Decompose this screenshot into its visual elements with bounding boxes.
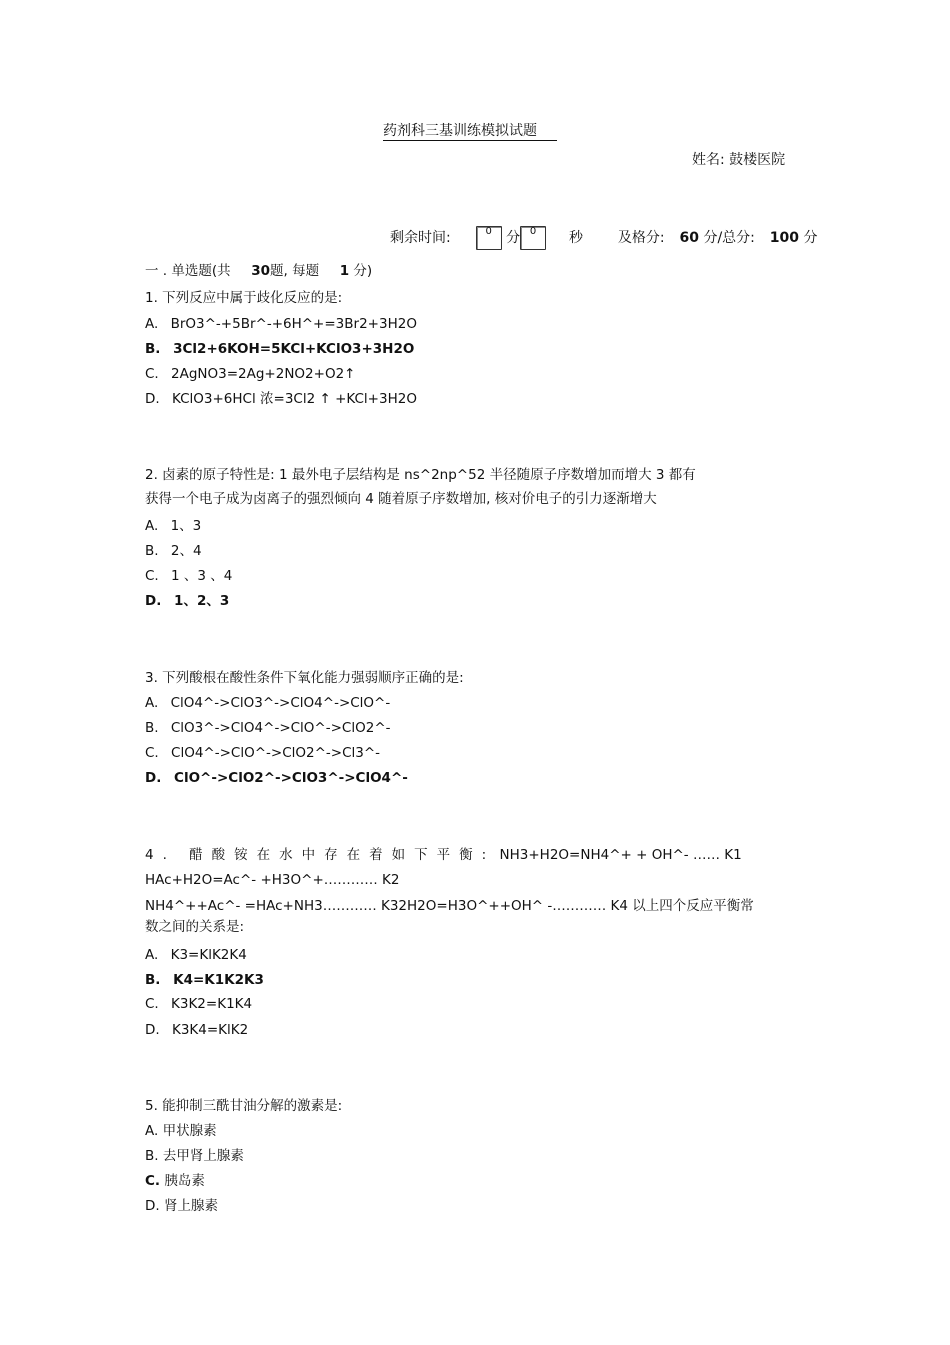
- section-header: [145, 261, 372, 281]
- pass-label: 及格分:: [617, 230, 665, 246]
- option-letter: B.: [145, 341, 161, 357]
- option-letter: B.: [145, 720, 159, 736]
- option-text: K3K2=K1K4: [171, 996, 253, 1012]
- option-text: 2AgNO3=2Ag+2NO2+O2↑: [171, 366, 356, 382]
- option-text: ClO4^->ClO^->ClO2^->Cl3^-: [171, 745, 381, 761]
- seconds-unit: 秒: [568, 230, 583, 246]
- name-value: 鼓楼医院: [729, 152, 786, 168]
- option-letter: C.: [145, 996, 159, 1012]
- section-suffix: 分): [353, 263, 373, 279]
- option-letter: A.: [145, 947, 159, 963]
- timer-bar: [390, 226, 817, 250]
- question-4-stem-line1: [145, 845, 742, 865]
- q2-option-b[interactable]: [145, 541, 202, 561]
- option-letter: D.: [145, 391, 160, 407]
- q4-option-c[interactable]: [145, 994, 252, 1014]
- option-text: 肾上腺素: [163, 1198, 218, 1214]
- option-text: ClO4^->ClO3^->ClO4^->ClO^-: [170, 695, 391, 711]
- q4-option-d[interactable]: [145, 1020, 248, 1040]
- option-letter: D.: [145, 770, 162, 786]
- option-letter: C.: [145, 366, 159, 382]
- option-letter: B.: [145, 972, 161, 988]
- option-text: K3=KlK2K4: [170, 947, 247, 963]
- option-text: 甲状腺素: [162, 1123, 217, 1139]
- q3-option-d[interactable]: [145, 768, 408, 788]
- option-text: 胰岛素: [164, 1173, 205, 1189]
- question-1-stem: 1. 下列反应中属于歧化反应的是:: [145, 290, 343, 306]
- q5-option-a[interactable]: [145, 1121, 217, 1141]
- section-points: 1: [339, 263, 350, 279]
- q4-option-b[interactable]: [145, 970, 264, 990]
- q4-option-a[interactable]: [145, 945, 247, 965]
- section-mid: 题, 每题: [270, 263, 320, 279]
- q1-option-d[interactable]: [145, 389, 417, 409]
- question-4-stem-intro: 4. 醋酸铵在水中存在着如下平衡:: [145, 847, 496, 863]
- total-value: 100: [769, 230, 800, 246]
- minutes-unit: 分: [506, 230, 521, 246]
- q5-option-b[interactable]: [145, 1146, 244, 1166]
- name-line: [692, 150, 785, 170]
- q1-option-b[interactable]: [145, 339, 414, 359]
- option-text: 3Cl2+6KOH=5KCl+KClO3+3H2O: [173, 341, 415, 357]
- option-text: ClO3^->ClO4^->ClO^->ClO2^-: [170, 720, 391, 736]
- option-letter: D.: [145, 1022, 160, 1038]
- name-label: 姓名:: [692, 152, 725, 168]
- q5-option-d[interactable]: [145, 1196, 218, 1216]
- pass-value: 60: [679, 230, 699, 246]
- option-text: 1 、3 、4: [171, 568, 233, 584]
- option-letter: A.: [145, 1123, 159, 1139]
- option-letter: B.: [145, 1148, 159, 1164]
- option-text: 1、2、3: [174, 593, 230, 609]
- seconds-box[interactable]: 0: [520, 226, 546, 250]
- option-letter: C.: [145, 568, 159, 584]
- q3-option-a[interactable]: [145, 693, 390, 713]
- option-letter: B.: [145, 543, 159, 559]
- option-text: K3K4=KlK2: [171, 1022, 249, 1038]
- option-letter: A.: [145, 518, 159, 534]
- total-unit: 分: [803, 230, 818, 246]
- q1-option-c[interactable]: [145, 364, 355, 384]
- option-text: KClO3+6HCl 浓=3Cl2 ↑ +KCl+3H2O: [171, 391, 417, 407]
- question-4-stem-line2: HAc+H2O=Ac^- +H3O^+………… K2: [145, 872, 400, 888]
- option-letter: D.: [145, 593, 162, 609]
- q3-option-c[interactable]: [145, 743, 380, 763]
- minutes-box[interactable]: 0: [476, 226, 502, 250]
- question-5-stem: 5. 能抑制三酰甘油分解的激素是:: [145, 1098, 343, 1114]
- question-4-stem-line4: 数之间的关系是:: [145, 919, 245, 935]
- q5-option-c[interactable]: [145, 1171, 205, 1191]
- option-text: 去甲肾上腺素: [162, 1148, 244, 1164]
- q1-option-a[interactable]: [145, 314, 417, 334]
- question-4-stem-line3: NH4^++Ac^- =HAc+NH3………… K32H2O=H3O^++OH^ -………… K4 以上四个反应平衡常: [145, 898, 754, 914]
- question-3-stem: 3. 下列酸根在酸性条件下氧化能力强弱顺序正确的是:: [145, 670, 464, 686]
- section-count: 30: [251, 263, 271, 279]
- q2-option-d[interactable]: [145, 591, 229, 611]
- remaining-label: 剩余时间:: [390, 230, 451, 246]
- q2-option-a[interactable]: [145, 516, 201, 536]
- option-letter: A.: [145, 695, 159, 711]
- option-text: 2、4: [170, 543, 202, 559]
- q3-option-b[interactable]: [145, 718, 391, 738]
- page-title: 药剂科三基训练模拟试题: [383, 122, 557, 141]
- option-text: 1、3: [170, 518, 202, 534]
- option-letter: C.: [145, 1173, 161, 1189]
- question-2-stem-line1: 2. 卤素的原子特性是: 1 最外电子层结构是 ns^2np^52 半径随原子序数增加而增大 3 都有: [145, 467, 696, 483]
- question-2-stem-line2: 获得一个电子成为卤离子的强烈倾向 4 随着原子序数增加, 核对价电子的引力逐渐增大: [145, 491, 657, 507]
- section-prefix: 一 . 单选题(共: [145, 263, 231, 279]
- option-text: K4=K1K2K3: [173, 972, 264, 988]
- option-letter: A.: [145, 316, 159, 332]
- pass-total-label: 分/总分:: [703, 230, 755, 246]
- option-text: ClO^->ClO2^->ClO3^->ClO4^-: [174, 770, 408, 786]
- question-4-stem-eq1: NH3+H2O=NH4^+ + OH^- …… K1: [499, 847, 742, 863]
- option-text: BrO3^-+5Br^-+6H^+=3Br2+3H2O: [170, 316, 417, 332]
- option-letter: C.: [145, 745, 159, 761]
- q2-option-c[interactable]: [145, 566, 232, 586]
- option-letter: D.: [145, 1198, 160, 1214]
